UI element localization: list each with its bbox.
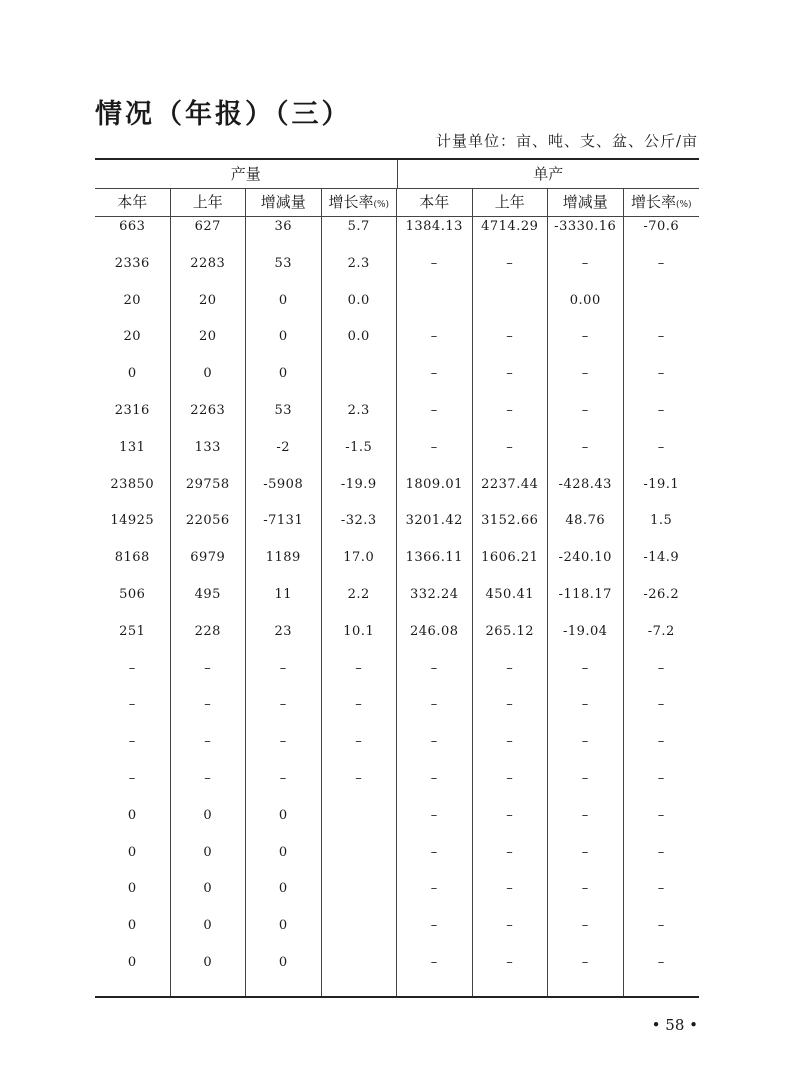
table-cell: – xyxy=(506,734,514,750)
column-header: 上年 xyxy=(171,189,247,216)
table-cell: 0 xyxy=(127,807,137,823)
table-cell: 228 xyxy=(194,623,221,639)
group-header-row xyxy=(95,158,699,189)
table-cell: 20 xyxy=(123,329,142,345)
table-cell: – xyxy=(657,329,665,345)
table-cell: 22056 xyxy=(185,513,230,529)
column-header: 增减量 xyxy=(246,189,322,216)
table-cell: – xyxy=(657,954,665,970)
table-body xyxy=(95,217,699,998)
table-cell: – xyxy=(430,660,438,676)
table-cell: -1.5 xyxy=(345,439,373,455)
table-cell: 265.12 xyxy=(485,623,534,639)
table-cell: 3201.42 xyxy=(405,513,463,529)
table-column xyxy=(322,217,398,996)
table-cell: 495 xyxy=(194,586,221,602)
table-cell: – xyxy=(430,255,438,271)
table-cell: – xyxy=(657,734,665,750)
table-cell: – xyxy=(279,770,287,786)
table-cell: – xyxy=(581,954,589,970)
table-cell: 48.76 xyxy=(565,513,606,529)
table-cell xyxy=(397,293,472,330)
column-header: 上年 xyxy=(473,189,549,216)
table-cell: -26.2 xyxy=(643,586,680,602)
table-cell: 3152.66 xyxy=(481,513,539,529)
table-cell: – xyxy=(204,697,212,713)
table-cell: 5.7 xyxy=(347,219,370,234)
column-header xyxy=(322,189,398,216)
table-cell: -70.6 xyxy=(643,219,680,234)
table-cell: 11 xyxy=(274,586,293,602)
table-cell: 131 xyxy=(119,439,146,455)
table-cell: – xyxy=(279,734,287,750)
table-cell: 0 xyxy=(278,844,288,860)
table-cell: – xyxy=(581,329,589,345)
table-cell: – xyxy=(128,660,136,676)
table-cell: – xyxy=(657,770,665,786)
table-cell: 1.5 xyxy=(650,513,673,529)
table-cell: – xyxy=(657,366,665,382)
table-cell: – xyxy=(204,660,212,676)
table-cell: – xyxy=(581,807,589,823)
table-cell: – xyxy=(355,734,363,750)
table-cell: – xyxy=(355,697,363,713)
table-column xyxy=(473,217,549,996)
table-cell xyxy=(322,955,397,992)
table-cell: 0 xyxy=(278,329,288,345)
table-cell: -7131 xyxy=(263,513,304,529)
column-header-unit: (%) xyxy=(675,200,692,210)
table-cell: 0 xyxy=(203,844,213,860)
table-cell: – xyxy=(355,770,363,786)
table-cell: 0 xyxy=(203,366,213,382)
table-cell: 246.08 xyxy=(410,623,459,639)
table-cell: – xyxy=(581,734,589,750)
table-cell: – xyxy=(430,770,438,786)
table-cell: – xyxy=(581,697,589,713)
column-header xyxy=(624,189,700,216)
table-column xyxy=(624,217,700,996)
table-cell: – xyxy=(506,439,514,455)
table-cell: – xyxy=(430,402,438,418)
table-cell: 0 xyxy=(127,881,137,897)
table-cell: 20 xyxy=(198,329,217,345)
table-cell: – xyxy=(506,366,514,382)
table-column xyxy=(397,217,473,996)
table-cell: 0 xyxy=(278,366,288,382)
table-cell: – xyxy=(430,439,438,455)
table-cell: 20 xyxy=(198,292,217,308)
table-cell: – xyxy=(657,660,665,676)
table-column xyxy=(171,217,247,996)
table-cell: 0 xyxy=(203,954,213,970)
table-cell: 133 xyxy=(194,439,221,455)
table-cell: -2 xyxy=(276,439,291,455)
table-cell: 0 xyxy=(127,366,137,382)
table-cell: 627 xyxy=(194,219,221,234)
table-cell: – xyxy=(581,844,589,860)
page-title: 情况（年报）（三） xyxy=(95,99,352,130)
table-cell: – xyxy=(657,844,665,860)
table-cell: 0 xyxy=(127,954,137,970)
table-cell: 2.2 xyxy=(347,586,370,602)
table-cell: – xyxy=(430,918,438,934)
table-cell: – xyxy=(657,881,665,897)
table-cell: -19.9 xyxy=(340,476,377,492)
table-cell: 2336 xyxy=(114,255,150,271)
table-cell: 1606.21 xyxy=(481,550,539,566)
table-cell: – xyxy=(430,954,438,970)
table-cell: 0.00 xyxy=(569,292,601,308)
table-cell: -32.3 xyxy=(340,513,377,529)
table-cell: – xyxy=(657,402,665,418)
table-cell: – xyxy=(506,881,514,897)
table-cell: 0 xyxy=(203,807,213,823)
table-cell: -19.04 xyxy=(562,623,608,639)
table-cell: – xyxy=(430,697,438,713)
table-cell: – xyxy=(204,770,212,786)
table-cell: 36 xyxy=(274,219,293,234)
table-cell: – xyxy=(581,881,589,897)
table-cell: -428.43 xyxy=(558,476,612,492)
table-cell: 251 xyxy=(119,623,146,639)
table-cell: 2263 xyxy=(190,402,226,418)
table-cell: – xyxy=(657,807,665,823)
table-cell: 1809.01 xyxy=(405,476,463,492)
table-cell: -7.2 xyxy=(647,623,675,639)
table-cell: 10.1 xyxy=(343,623,375,639)
table-cell: -19.1 xyxy=(643,476,680,492)
table-cell: – xyxy=(581,439,589,455)
table-cell: – xyxy=(657,255,665,271)
table-cell: – xyxy=(506,770,514,786)
table-cell: – xyxy=(506,329,514,345)
table-cell: – xyxy=(430,807,438,823)
table-cell: – xyxy=(279,697,287,713)
table-cell: – xyxy=(506,660,514,676)
table-cell: 29758 xyxy=(185,476,230,492)
table-cell: – xyxy=(355,660,363,676)
table-cell: – xyxy=(430,844,438,860)
table-cell: 17.0 xyxy=(343,550,375,566)
table-cell xyxy=(624,293,700,330)
table-cell: – xyxy=(506,954,514,970)
table-cell: – xyxy=(506,402,514,418)
table-cell: 1366.11 xyxy=(405,550,463,566)
table-cell: 506 xyxy=(119,586,146,602)
table-cell: – xyxy=(430,329,438,345)
page-number: • 58 • xyxy=(651,1016,698,1034)
table-cell: 0.0 xyxy=(347,292,370,308)
table-cell xyxy=(322,366,397,403)
table-cell: 53 xyxy=(274,255,293,271)
table-cell: -3330.16 xyxy=(554,219,617,234)
table-cell: 8168 xyxy=(114,550,150,566)
table-cell: 1189 xyxy=(265,550,301,566)
column-header-row xyxy=(95,189,699,217)
unit-note: 计量单位：亩、吨、支、盆、公斤/亩 xyxy=(435,132,698,150)
table-cell: – xyxy=(581,770,589,786)
table-cell: -240.10 xyxy=(558,550,612,566)
table-cell: 0 xyxy=(278,954,288,970)
table-cell: – xyxy=(279,660,287,676)
column-header: 增减量 xyxy=(548,189,624,216)
table-cell: 20 xyxy=(123,292,142,308)
table-cell: 663 xyxy=(119,219,146,234)
table-cell: -14.9 xyxy=(643,550,680,566)
table-cell xyxy=(322,918,397,955)
table-cell: – xyxy=(581,660,589,676)
table-cell: – xyxy=(506,844,514,860)
table-cell: 0 xyxy=(278,292,288,308)
table-cell: 2316 xyxy=(114,402,150,418)
table-cell: – xyxy=(128,770,136,786)
column-header-unit: (%) xyxy=(373,200,390,210)
table-cell: 23 xyxy=(274,623,293,639)
table-cell: 6979 xyxy=(190,550,226,566)
table-cell: -118.17 xyxy=(558,586,612,602)
group-header-yield: 单产 xyxy=(533,165,564,183)
table-cell: – xyxy=(581,402,589,418)
table-cell: 1384.13 xyxy=(405,219,463,234)
table-cell: – xyxy=(506,807,514,823)
table-cell: 4714.29 xyxy=(481,219,539,234)
table-cell: – xyxy=(506,255,514,271)
table-cell: – xyxy=(430,881,438,897)
table-column xyxy=(548,217,624,996)
table-cell: 14925 xyxy=(110,513,155,529)
table-cell: – xyxy=(657,918,665,934)
table-cell: 0 xyxy=(278,881,288,897)
table-cell: 0 xyxy=(278,918,288,934)
group-header-output: 产量 xyxy=(95,160,398,188)
table-column xyxy=(95,217,171,996)
table-cell: 450.41 xyxy=(485,586,534,602)
column-header-text: 增长率 xyxy=(630,193,676,211)
table-cell: 2.3 xyxy=(347,255,370,271)
table-cell: – xyxy=(657,439,665,455)
table-column xyxy=(246,217,322,996)
table-cell: – xyxy=(430,734,438,750)
column-header-text: 增长率 xyxy=(328,193,374,211)
table-cell: 2237.44 xyxy=(481,476,539,492)
table-cell: – xyxy=(430,366,438,382)
column-header: 本年 xyxy=(95,189,171,216)
table-cell xyxy=(322,845,397,882)
table-cell: – xyxy=(581,918,589,934)
table-cell: 23850 xyxy=(110,476,155,492)
table-cell xyxy=(322,808,397,845)
table-cell: – xyxy=(581,366,589,382)
table-cell: 0 xyxy=(278,807,288,823)
table-cell: – xyxy=(506,918,514,934)
table-cell: 0 xyxy=(127,844,137,860)
table-cell: – xyxy=(581,255,589,271)
table-cell xyxy=(473,293,548,330)
table-cell: 2283 xyxy=(190,255,226,271)
table-cell: -5908 xyxy=(263,476,304,492)
table-cell: – xyxy=(506,697,514,713)
table-cell: – xyxy=(128,734,136,750)
table-cell: 0 xyxy=(203,918,213,934)
table-cell: – xyxy=(657,697,665,713)
column-header: 本年 xyxy=(397,189,473,216)
table-cell: 332.24 xyxy=(410,586,459,602)
table-cell: 53 xyxy=(274,402,293,418)
table-cell: 2.3 xyxy=(347,402,370,418)
statistics-table xyxy=(95,158,699,998)
table-cell: – xyxy=(128,697,136,713)
table-cell xyxy=(322,881,397,918)
table-cell: – xyxy=(204,734,212,750)
table-cell: 0.0 xyxy=(347,329,370,345)
table-cell: 0 xyxy=(127,918,137,934)
table-cell: 0 xyxy=(203,881,213,897)
